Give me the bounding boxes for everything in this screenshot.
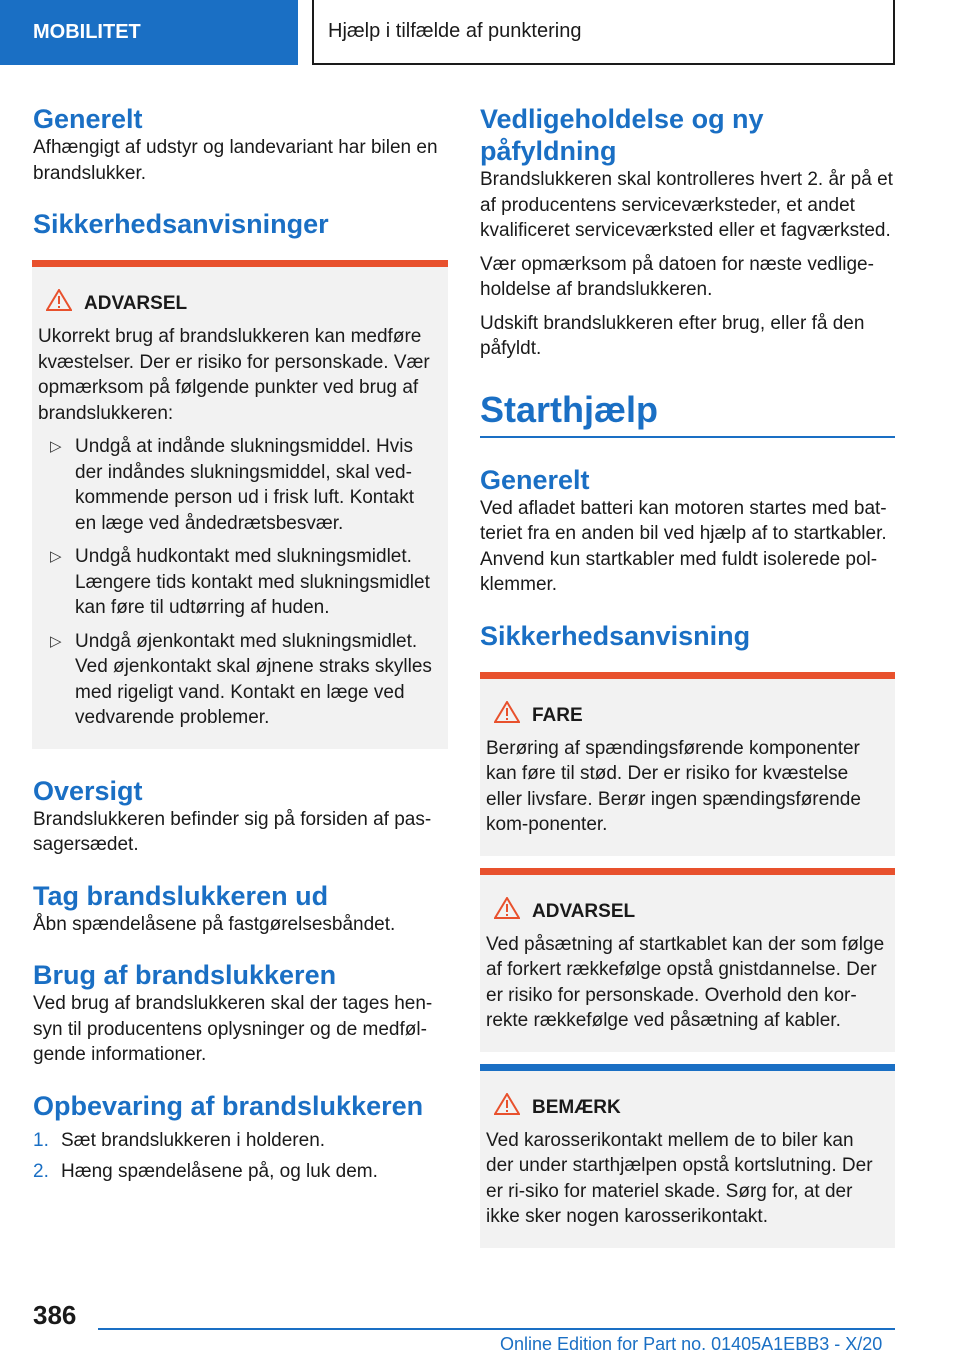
heading-vedligeholdelse: Vedligeholdelse og ny påfyldning: [480, 104, 764, 166]
warning-triangle-icon: [494, 701, 524, 730]
footer-divider: [98, 1328, 895, 1330]
generelt-start-text: Ved afladet batteri kan motoren startes med bat-teriet fra en anden bil ved hjælp af to startkabler. Anvend kun startkabler med fuldt isolerede pol-klemmer.: [480, 497, 887, 595]
warning-title: [486, 897, 885, 926]
left-column: [33, 103, 448, 1191]
note-title: [486, 1093, 885, 1122]
heading-brug: Brug af brandslukkeren: [33, 960, 337, 990]
list-item: [33, 1159, 448, 1185]
warning-label: ADVARSEL: [84, 293, 188, 314]
warning-text: Ukorrekt brug af brandslukkeren kan medføre kvæstelser. Der er risiko for personskade. Vær opmærksom på følgende punkter ved brug af brandslukkeren:: [38, 326, 430, 424]
warning-triangle-icon: [494, 897, 524, 926]
danger-text: Berøring af spændingsførende komponenter kan føre til stød. Der er risiko for kvæstelse eller livsfare. Berør ingen spændingsførende kom-ponenter.: [486, 737, 861, 835]
heading-sikkerhedsanvisninger: Sikkerhedsanvisninger: [33, 209, 329, 239]
heading-generelt-start: Generelt: [480, 464, 590, 495]
danger-title: [486, 701, 885, 730]
warning-box: [32, 260, 448, 749]
tag-ud-text: Åbn spændelåsene på fastgørelsesbåndet.: [33, 913, 396, 935]
list-item: [38, 544, 438, 621]
heading-starthjaelp: Starthjælp: [480, 388, 895, 438]
warning-triangle-icon: [494, 1093, 524, 1122]
generelt-text: Afhængigt af udstyr og landevariant har bilen en brandslukker.: [33, 137, 438, 184]
step-text: Hæng spændelåsene på, og luk dem.: [61, 1161, 378, 1182]
step-text: Sæt brandslukkeren i holderen.: [61, 1129, 326, 1151]
topic-tab: Hjælp i tilfælde af punktering: [312, 0, 895, 65]
bullet-text: Undgå øjenkontakt med slukningsmidlet. Ved øjenkontakt skal øjnene straks skylles med rigeligt vand. Kontakt en læge ved vedvarende problemer.: [75, 630, 432, 728]
brug-text: Ved brug af brandslukkeren skal der tages hen-syn til producentens oplysninger og de medføl-gende informationer.: [33, 993, 433, 1065]
note-text: Ved karosserikontakt mellem de to biler kan der under starthjælpen opstå kortslutning. Der er ri-siko for materiel skade. Sørg for, at der ikke sker nogen karosserikontakt.: [486, 1129, 873, 1227]
warning-text: Ved påsætning af startkablet kan der som følge af forkert rækkefølge opstå gnistdannelse. Der er risiko for personskade. Overhold den kor-rekte rækkefølge ved påsætning af kabler.: [486, 933, 885, 1031]
vedlige-text-2: Vær opmærksom på datoen for næste vedlige-holdelse af brandslukkeren.: [480, 253, 874, 300]
page-number: 386: [33, 1300, 77, 1330]
bullet-triangle-icon: ▷: [50, 632, 62, 650]
list-item: [33, 1128, 448, 1154]
danger-box: [480, 672, 895, 856]
step-number: 2.: [33, 1161, 49, 1182]
step-number: 1.: [33, 1129, 49, 1151]
edition-text: Online Edition for Part no. 01405A1EBB3 - X/20: [500, 1334, 883, 1354]
note-label: BEMÆRK: [532, 1096, 621, 1118]
warning-triangle-icon: [46, 289, 76, 318]
warning-box: [480, 868, 895, 1052]
vedlige-text-3: Udskift brandslukkeren efter brug, eller få den påfyldt.: [480, 312, 865, 359]
vedlige-text-1: Brandslukkeren skal kontrolleres hvert 2. år på et af producentens serviceværksteder, et andet kvalificeret serviceværksted eller et fagværksted.: [480, 169, 893, 241]
right-column: [480, 103, 895, 1248]
heading-oversigt: Oversigt: [33, 775, 143, 806]
bullet-triangle-icon: ▷: [50, 438, 62, 455]
opbevaring-steps: [33, 1128, 448, 1185]
bullet-text: Undgå at indånde slukningsmiddel. Hvis der indåndes slukningsmiddel, skal ved-kommende person ud i frisk luft. Kontakt en læge ved åndedrætsbesvær.: [75, 436, 414, 534]
heading-sikkerhedsanvisning: Sikkerhedsanvisning: [480, 620, 751, 651]
heading-generelt: Generelt: [33, 104, 143, 134]
bullet-text: Undgå hudkontakt med slukningsmidlet. Længere tids kontakt med slukningsmidlet kan føre til udtørring af huden.: [75, 546, 430, 618]
list-item: [38, 434, 438, 536]
heading-tag-ud: Tag brandslukkeren ud: [33, 880, 329, 911]
list-item: [38, 629, 438, 731]
heading-opbevaring: Opbevaring af brandslukkeren: [33, 1090, 424, 1121]
section-tab: MOBILITET: [0, 0, 298, 65]
bullet-triangle-icon: ▷: [50, 548, 62, 565]
danger-label: FARE: [532, 704, 583, 726]
oversigt-text: Brandslukkeren befinder sig på forsiden af pas-sagersædet.: [33, 808, 432, 855]
warning-title: [38, 289, 438, 318]
warning-label: ADVARSEL: [532, 900, 636, 922]
note-box: [480, 1064, 895, 1248]
warning-bullets: [38, 434, 438, 731]
